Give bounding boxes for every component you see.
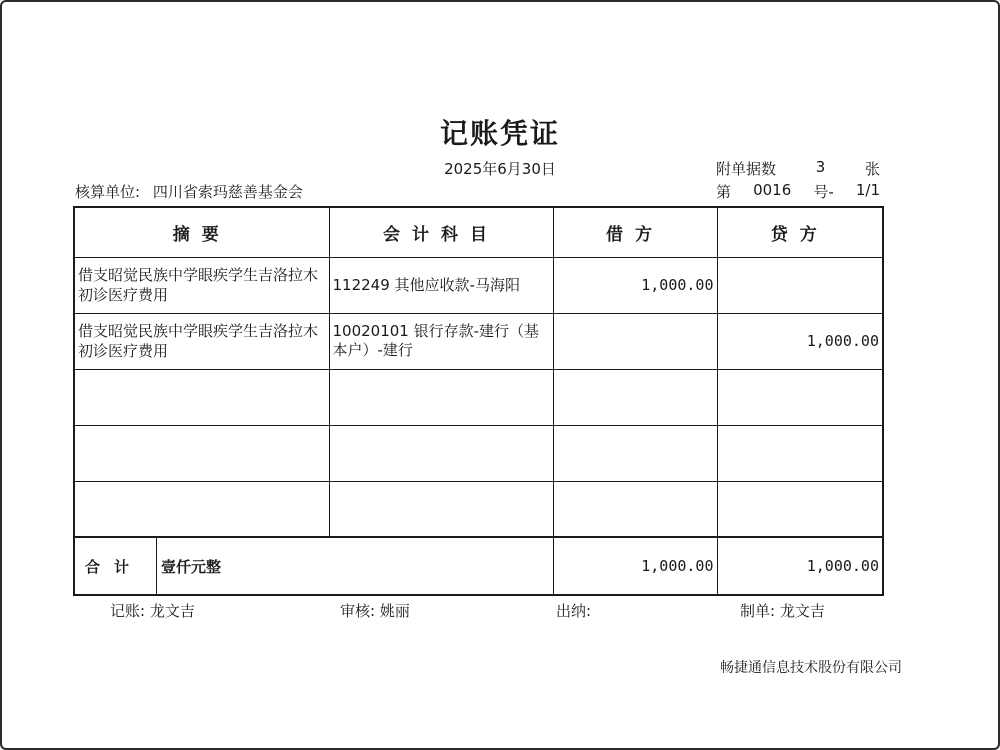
row-account bbox=[329, 425, 553, 481]
row-credit: 1,000.00 bbox=[717, 313, 883, 369]
table-row bbox=[74, 313, 883, 369]
table-row bbox=[74, 369, 883, 425]
reviewer-signature: 审核: 姚丽 bbox=[340, 602, 410, 620]
no-value: 0016 bbox=[753, 181, 792, 199]
cashier-signature: 出纳: bbox=[556, 602, 592, 620]
org-line bbox=[75, 181, 303, 202]
table-header-row bbox=[74, 207, 883, 257]
attach-label: 附单据数 bbox=[716, 160, 777, 178]
row-credit bbox=[717, 425, 883, 481]
org-name: 四川省索玛慈善基金会 bbox=[152, 183, 303, 201]
total-row bbox=[74, 537, 883, 595]
row-credit bbox=[717, 481, 883, 537]
total-debit: 1,000.00 bbox=[553, 537, 717, 595]
header-summary: 摘要 bbox=[74, 207, 329, 257]
voucher-title: 记账凭证 bbox=[439, 117, 560, 150]
voucher-date: 2025年6月30日 bbox=[444, 160, 556, 178]
header-debit: 借方 bbox=[553, 207, 717, 257]
table-row bbox=[74, 257, 883, 313]
row-account: 112249 其他应收款-马海阳 bbox=[329, 257, 553, 313]
row-summary: 借支昭觉民族中学眼疾学生吉洛拉木初诊医疗费用 bbox=[74, 313, 329, 369]
row-summary bbox=[74, 369, 329, 425]
software-company: 畅捷通信息技术股份有限公司 bbox=[720, 660, 902, 676]
row-credit bbox=[717, 369, 883, 425]
total-label: 合计 bbox=[72, 538, 157, 594]
row-debit bbox=[553, 481, 717, 537]
org-label: 核算单位: bbox=[75, 183, 141, 201]
total-amount-words: 壹仟元整 bbox=[161, 557, 222, 576]
voucher-number bbox=[716, 181, 880, 202]
attach-unit: 张 bbox=[864, 160, 880, 178]
row-summary bbox=[74, 425, 329, 481]
bookkeeper-signature: 记账: 龙文吉 bbox=[110, 602, 195, 620]
row-account bbox=[329, 369, 553, 425]
no-suffix: 号- bbox=[813, 183, 834, 201]
attachment-count bbox=[716, 158, 880, 179]
row-debit bbox=[553, 425, 717, 481]
row-summary bbox=[74, 481, 329, 537]
row-debit: 1,000.00 bbox=[553, 257, 717, 313]
row-summary: 借支昭觉民族中学眼疾学生吉洛拉木初诊医疗费用 bbox=[74, 257, 329, 313]
voucher-table bbox=[73, 206, 884, 596]
row-debit bbox=[553, 369, 717, 425]
row-credit bbox=[717, 257, 883, 313]
total-cell bbox=[74, 537, 553, 595]
table-row bbox=[74, 481, 883, 537]
total-credit: 1,000.00 bbox=[717, 537, 883, 595]
row-debit bbox=[553, 313, 717, 369]
table-row bbox=[74, 425, 883, 481]
page-number: 1/1 bbox=[855, 181, 880, 199]
row-account: 10020101 银行存款-建行（基本户）-建行 bbox=[329, 313, 553, 369]
row-account bbox=[329, 481, 553, 537]
no-prefix: 第 bbox=[716, 183, 732, 201]
header-credit: 贷方 bbox=[717, 207, 883, 257]
attach-count: 3 bbox=[815, 158, 826, 176]
preparer-signature: 制单: 龙文吉 bbox=[740, 602, 825, 620]
header-account: 会计科目 bbox=[329, 207, 553, 257]
